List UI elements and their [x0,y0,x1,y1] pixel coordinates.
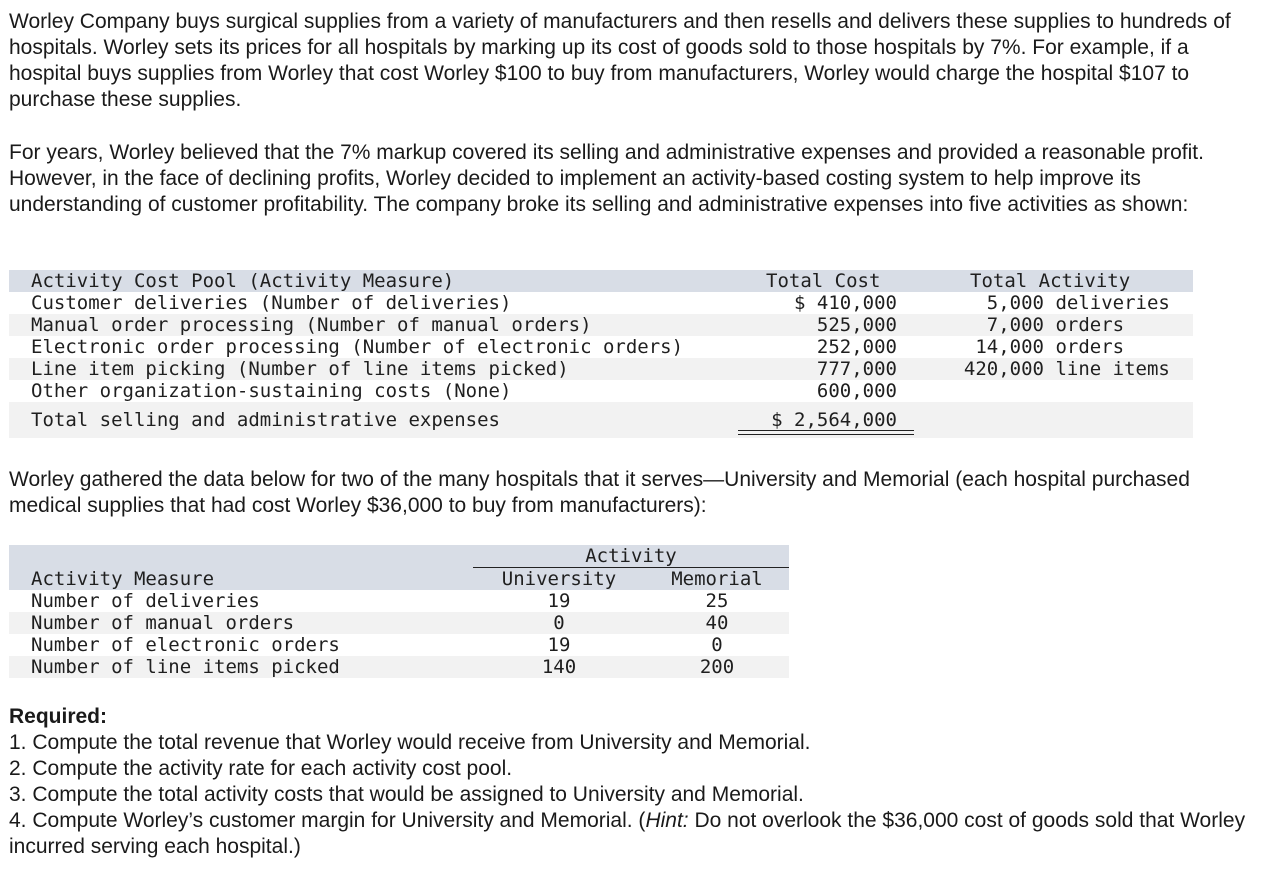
row-activity-unit: line items [1055,358,1170,380]
row-university: 0 [553,612,565,634]
row-memorial: 0 [711,634,723,656]
row-activity [959,314,1124,336]
table-span-header-row [9,545,789,568]
intro-paragraph-3: Worley gathered the data below for two of the many hospitals that it serves—University and Memorial (each hospital purchased medical supplies that had cost Worley $36,000 to buy from manufacturers): [9,468,1190,517]
header-total-activity: Total Activity [970,270,1131,292]
header-activity: Activity [585,545,677,567]
row-label: Number of line items picked [31,656,340,678]
row-cost: 252,000 [816,336,897,358]
table-row [9,380,1193,402]
required-title: Required: [9,705,108,728]
table-row [9,590,789,612]
table-row [9,634,789,656]
row-activity-unit: orders [1055,314,1125,336]
total-double-rule [738,430,914,435]
header-total-cost: Total Cost [766,270,881,292]
row-activity-unit: orders [1055,336,1125,358]
required-item-4 [9,808,1249,860]
row-activity-unit: deliveries [1055,292,1170,314]
row-activity-qty: 420,000 [963,358,1044,380]
required-item: 3. Compute the total activity costs that would be assigned to University and Memorial. [9,783,804,806]
table-header-row [9,270,1193,292]
hint-label: Hint: [645,809,689,832]
row-memorial: 200 [699,656,735,678]
header-memorial: Memorial [671,568,763,590]
row-cost: $ 410,000 [794,292,897,314]
table-row [9,336,1193,358]
table-header-row [9,568,789,590]
row-cost: 525,000 [816,314,897,336]
activity-cost-pool-table [9,270,1193,438]
table-row [9,314,1193,336]
row-activity [959,292,1170,314]
total-cost: $ 2,564,000 [771,409,897,431]
header-activity-cost-pool: Activity Cost Pool (Activity Measure) [31,270,455,292]
table-row [9,612,789,634]
row-cost: 600,000 [816,380,897,402]
row-activity-qty: 14,000 [975,336,1044,358]
required-item: 1. Compute the total revenue that Worley would receive from University and Memorial. [9,731,811,754]
row-label: Number of deliveries [31,590,260,612]
row-activity-qty: 7,000 [986,314,1044,336]
table-row [9,656,789,678]
row-activity-qty: 5,000 [986,292,1044,314]
table-row [9,358,1193,380]
required-list [9,730,1249,860]
table-total-row [9,402,1193,438]
required-item-4-lead: 4. Compute Worley’s customer margin for University and Memorial. ( [9,809,646,832]
total-label: Total selling and administrative expenses [31,409,500,431]
row-label: Number of manual orders [31,612,295,634]
row-label: Manual order processing (Number of manual orders) [31,314,592,336]
intro-paragraph-2: For years, Worley believed that the 7% markup covered its selling and administrative expenses and provided a reasonable profit. However, in the face of declining profits, Worley decided to implement an activity-based costing system to help improve its understanding of customer profitability. The company broke its selling and administrative expenses into five activities as shown: [9,141,1204,216]
intro-paragraph-1: Worley Company buys surgical supplies from a variety of manufacturers and then resells and delivers these supplies to hundreds of hospitals. Worley sets its prices for all hospitals by marking up its cost of goods sold to those hospitals by 7%. For example, if a hospital buys supplies from Worley that cost Worley $100 to buy from manufacturers, Worley would charge the hospital $107 to purchase these supplies. [9,10,1231,111]
required-item: 2. Compute the activity rate for each activity cost pool. [9,757,513,780]
hospital-activity-table [9,545,789,678]
row-label: Electronic order processing (Number of electronic orders) [31,336,684,358]
required-item-4-tail: Do not overlook the $36,000 cost of goods sold that Worley incurred serving each hospital.) [9,809,1246,858]
row-activity [959,358,1170,380]
row-activity [959,336,1124,358]
row-memorial: 25 [705,590,729,612]
row-label: Other organization-sustaining costs (None) [31,380,512,402]
row-university: 140 [541,656,577,678]
header-university: University [501,568,617,590]
row-memorial: 40 [705,612,729,634]
row-label: Number of electronic orders [31,634,340,656]
row-university: 19 [547,634,571,656]
required-section [9,704,1249,860]
row-label: Line item picking (Number of line items picked) [31,358,569,380]
row-label: Customer deliveries (Number of deliveries) [31,292,512,314]
row-university: 19 [547,590,571,612]
table-row [9,292,1193,314]
header-activity-measure: Activity Measure [31,568,215,590]
row-cost: 777,000 [816,358,897,380]
